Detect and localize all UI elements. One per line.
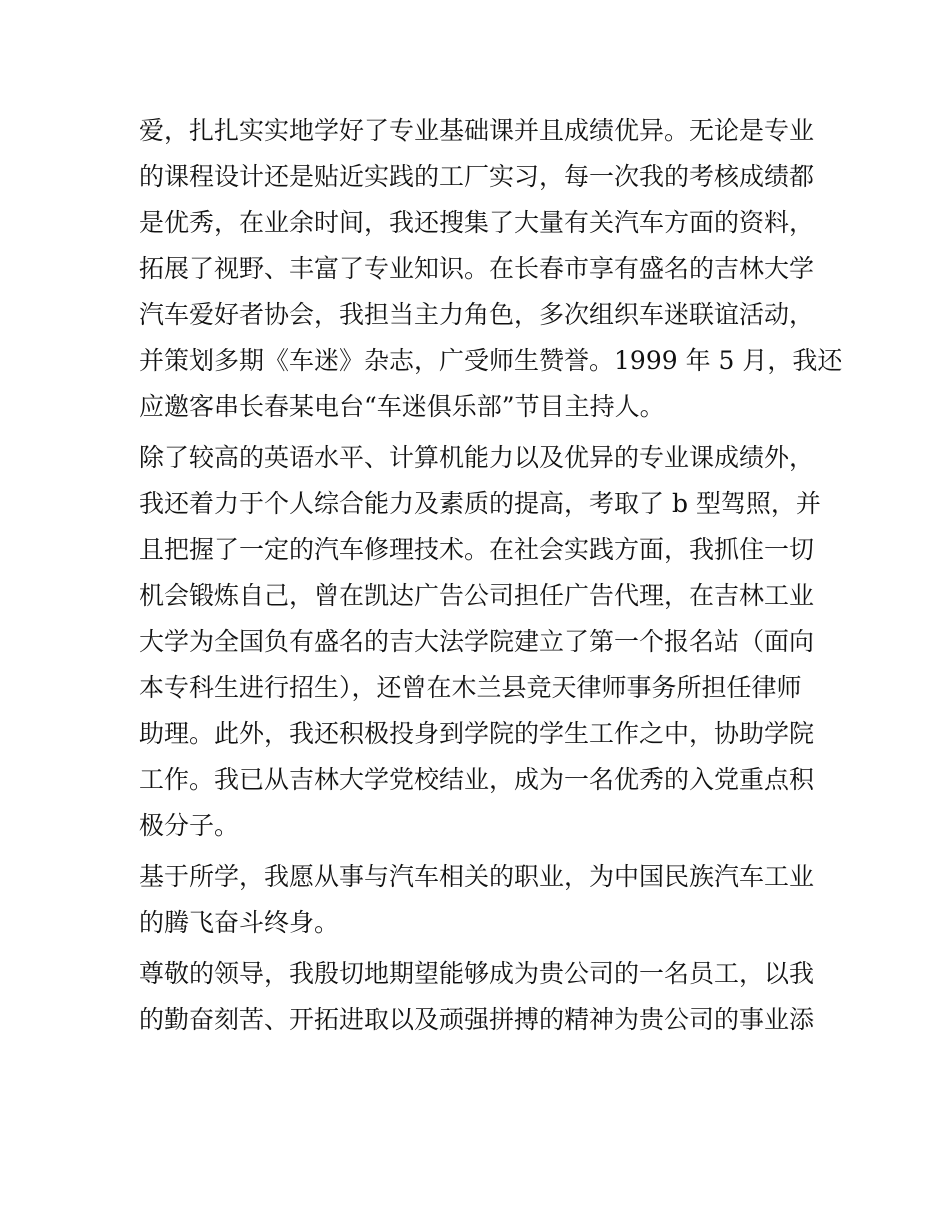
text-line: 工作。我已从吉林大学党校结业，成为一名优秀的入党重点积 — [139, 765, 815, 794]
text-line: 助理。此外，我还积极投身到学院的学生工作之中，协助学院 — [139, 719, 815, 748]
document-body — [139, 108, 843, 1043]
text-line: 除了较高的英语水平、计算机能力以及优异的专业课成绩外， — [139, 443, 815, 472]
text-line: 汽车爱好者协会，我担当主力角色，多次组织车迷联谊活动， — [139, 300, 815, 329]
text-line: 应邀客串长春某电台“车迷俱乐部”节目主持人。 — [139, 392, 665, 421]
paragraph-career — [139, 854, 829, 946]
text-line: 并策划多期《车迷》杂志，广受师生赞誉。1999 年 5 月，我还 — [139, 346, 843, 375]
text-line: 的课程设计还是贴近实践的工厂实习，每一次我的考核成绩都 — [139, 162, 815, 191]
text-line: 大学为全国负有盛名的吉大法学院建立了第一个报名站（面向 — [139, 627, 815, 656]
text-line: 的勤奋刻苦、开拓进取以及顽强拼搏的精神为贵公司的事业添 — [139, 1005, 815, 1034]
text-line: 基于所学，我愿从事与汽车相关的职业，为中国民族汽车工业 — [139, 862, 815, 891]
text-line: 爱，扎扎实实地学好了专业基础课并且成绩优异。无论是专业 — [139, 116, 815, 145]
text-line: 本专科生进行招生），还曾在木兰县竞天律师事务所担任律师 — [139, 673, 802, 702]
text-line: 且把握了一定的汽车修理技术。在社会实践方面，我抓住一切 — [139, 535, 815, 564]
text-line: 尊敬的领导，我殷切地期望能够成为贵公司的一名员工，以我 — [139, 959, 815, 988]
text-line: 拓展了视野、丰富了专业知识。在长春市享有盛名的吉林大学 — [139, 254, 815, 283]
paragraph-study — [139, 108, 843, 430]
paragraph-skills — [139, 435, 829, 849]
text-line: 是优秀，在业余时间，我还搜集了大量有关汽车方面的资料， — [139, 208, 815, 237]
paragraph-closing — [139, 951, 829, 1043]
text-line: 极分子。 — [139, 811, 240, 840]
text-line: 我还着力于个人综合能力及素质的提高，考取了 b 型驾照，并 — [139, 489, 821, 518]
text-line: 的腾飞奋斗终身。 — [139, 908, 340, 937]
text-line: 机会锻炼自己，曾在凯达广告公司担任广告代理，在吉林工业 — [139, 581, 815, 610]
